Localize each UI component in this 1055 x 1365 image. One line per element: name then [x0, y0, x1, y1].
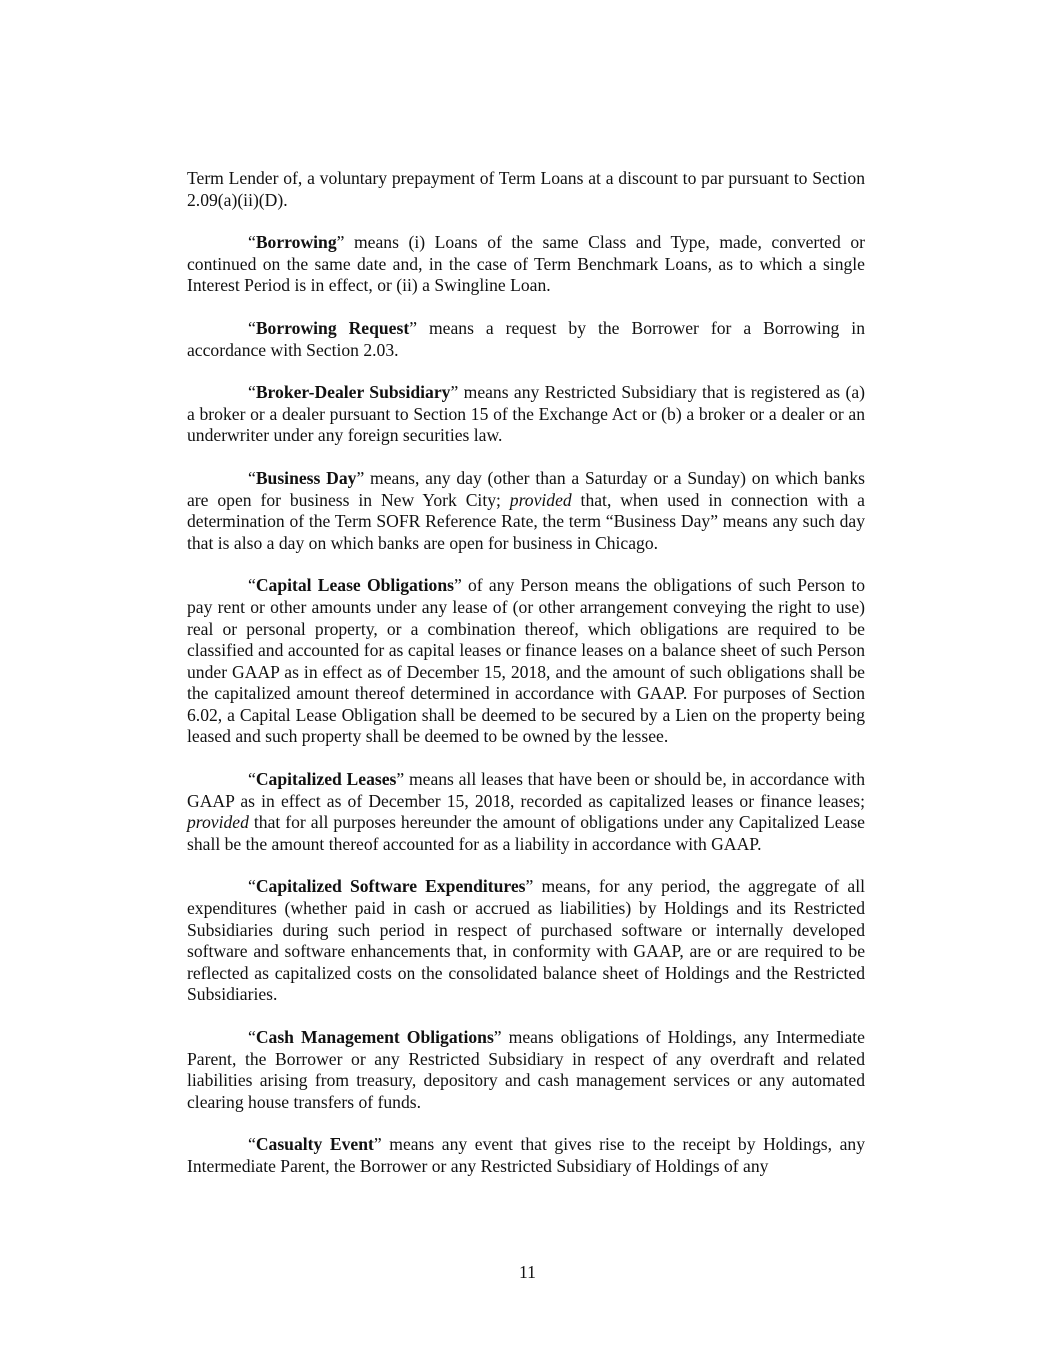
defined-term: Broker-Dealer Subsidiary: [255, 382, 451, 403]
defined-term: Capital Lease Obligations: [255, 575, 454, 596]
defined-term: Casualty Event: [255, 1134, 374, 1155]
definition-capital-lease-obligations: “Capital Lease Obligations” of any Person means the obligations of such Person to pay rent or other amounts under any lease of (or other arrangement conveying the right to use) real or personal property, or a combination thereof, which obligations are required to be classified and accounted for as capital leases or finance leases on a balance sheet of such Person under GAAP as in effect as of December 15, 2018, and the amount of such obligations shall be the capitalized amount thereof determined in accordance with GAAP. For purposes of Section 6.02, a Capital Lease Obligation shall be deemed to be secured by a Lien on the property being leased and such property shall be deemed to be owned by the lessee.: [187, 575, 866, 747]
definition-text: means (i) Loans of the same Class and Type, made, converted or continued on the same date and, in the case of Term Benchmark Loans, as to which a single Interest Period is in effect, or (ii) a Swingline Loan.: [187, 232, 865, 296]
definition-text: means, any day (other than a Saturday or a Sunday) on which banks are open for business in New York City;: [187, 467, 865, 510]
definition-borrowing: “Borrowing” means (i) Loans of the same Class and Type, made, converted or continued on the same date and, in the case of Term Benchmark Loans, as to which a single Interest Period is in effect, or (ii) a Swingline Loan.: [187, 232, 865, 296]
definition-cash-management-obligations: “Cash Management Obligations” means obligations of Holdings, any Intermediate Parent, the Borrower or any Restricted Subsidiary in respect of any overdraft and related liabilities arising from treasury, depository and cash management services or any automated clearing house transfers of funds.: [187, 1027, 865, 1112]
definition-text: means any Restricted Subsidiary that is registered as (a) a broker or a dealer pursuant to Section 15 of the Exchange Act or (b) a broker or a dealer or an underwriter under any foreign securities law.: [187, 382, 866, 446]
page-number: 11: [519, 1262, 536, 1282]
defined-term: Capitalized Leases: [255, 769, 397, 790]
definition-text: means obligations of Holdings, any Intermediate Parent, the Borrower or any Restricted Subsidiary in respect of any overdraft and related liabilities arising from treasury, depository and cash management services or any automated clearing house transfers of funds.: [187, 1027, 865, 1112]
document-page-body: [187, 168, 865, 1178]
definition-text: means, for any period, the aggregate of all expenditures (whether paid in cash or accrued as liabilities) by Holdings and its Restricted Subsidiaries during such period in respect of purchased software or internally developed software and software enhancements that, in conformity with GAAP, are or are required to be reflected as capitalized costs on the consolidated balance sheet of Holdings and the Restricted Subsidiaries.: [187, 876, 865, 1005]
italic-proviso: provided: [187, 812, 249, 833]
definition-capitalized-software-expenditures: “Capitalized Software Expenditures” means, for any period, the aggregate of all expenditures (whether paid in cash or accrued as liabilities) by Holdings and its Restricted Subsidiaries during such period in respect of purchased software or internally developed software and software enhancements that, in conformity with GAAP, are or are required to be reflected as capitalized costs on the consolidated balance sheet of Holdings and the Restricted Subsidiaries.: [187, 876, 865, 1005]
defined-term: Borrowing Request: [255, 317, 410, 338]
definition-business-day: “Business Day” means, any day (other than a Saturday or a Sunday) on which banks are open for business in New York City; provided that, when used in connection with a determination of the Term SOFR Reference Rate, the term “Business Day” means any such day that is also a day on which banks are open for business in Chicago.: [187, 467, 865, 553]
continuation-paragraph: [187, 168, 865, 211]
definition-casualty-event: “Casualty Event” means any event that gives rise to the receipt by Holdings, any Intermediate Parent, the Borrower or any Restricted Subsidiary of Holdings of any: [187, 1134, 865, 1176]
defined-term: Business Day: [255, 467, 357, 488]
italic-proviso: provided: [509, 489, 572, 510]
defined-term: Capitalized Software Expenditures: [255, 876, 526, 897]
defined-term: Borrowing: [255, 232, 337, 253]
definition-text: means any event that gives rise to the receipt by Holdings, any Intermediate Parent, the Borrower or any Restricted Subsidiary of Holdings of any: [187, 1134, 865, 1176]
definition-broker-dealer-subsidiary: “Broker-Dealer Subsidiary” means any Restricted Subsidiary that is registered as (a) a broker or a dealer pursuant to Section 15 of the Exchange Act or (b) a broker or a dealer or an underwriter under any foreign securities law.: [187, 382, 866, 446]
defined-term: Cash Management Obligations: [255, 1027, 494, 1047]
definition-text: of any Person means the obligations of such Person to pay rent or other amounts under any lease of (or other arrangement conveying the right to use) real or personal property, or a combination thereof, which obligations are required to be classified and accounted for as capital leases or finance leases on a balance sheet of such Person under GAAP as in effect as of December 15, 2018, and the amount of such obligations shall be the capitalized amount thereof determined in accordance with GAAP. For purposes of Section 6.02, a Capital Lease Obligation shall be deemed to be secured by a Lien on the property being leased and such property shall be deemed to be owned by the lessee.: [187, 575, 866, 747]
paragraph-text: Term Lender of, a voluntary prepayment of Term Loans at a discount to par pursuant to Section 2.09(a)(ii)(D).: [187, 168, 865, 210]
definition-text-continued: that, when used in connection with a determination of the Term SOFR Reference Rate, the term “Business Day” means any such day that is also a day on which banks are open for business in Chicago.: [187, 489, 865, 553]
definition-text: means a request by the Borrower for a Borrowing in accordance with Section 2.03.: [187, 317, 865, 360]
definition-capitalized-leases: “Capitalized Leases” means all leases that have been or should be, in accordance with GAAP as in effect as of December 15, 2018, recorded as capitalized leases or finance leases; provided that for all purposes hereunder the amount of obligations under any Capitalized Lease shall be the amount thereof accounted for as a liability in accordance with GAAP.: [187, 769, 865, 854]
definition-borrowing-request: “Borrowing Request” means a request by the Borrower for a Borrowing in accordance with Section 2.03.: [187, 317, 865, 360]
definition-text-continued: that for all purposes hereunder the amount of obligations under any Capitalized Lease shall be the amount thereof accounted for as a liability in accordance with GAAP.: [187, 812, 865, 854]
definition-text: means all leases that have been or should be, in accordance with GAAP as in effect as of December 15, 2018, recorded as capitalized leases or finance leases;: [187, 769, 865, 811]
